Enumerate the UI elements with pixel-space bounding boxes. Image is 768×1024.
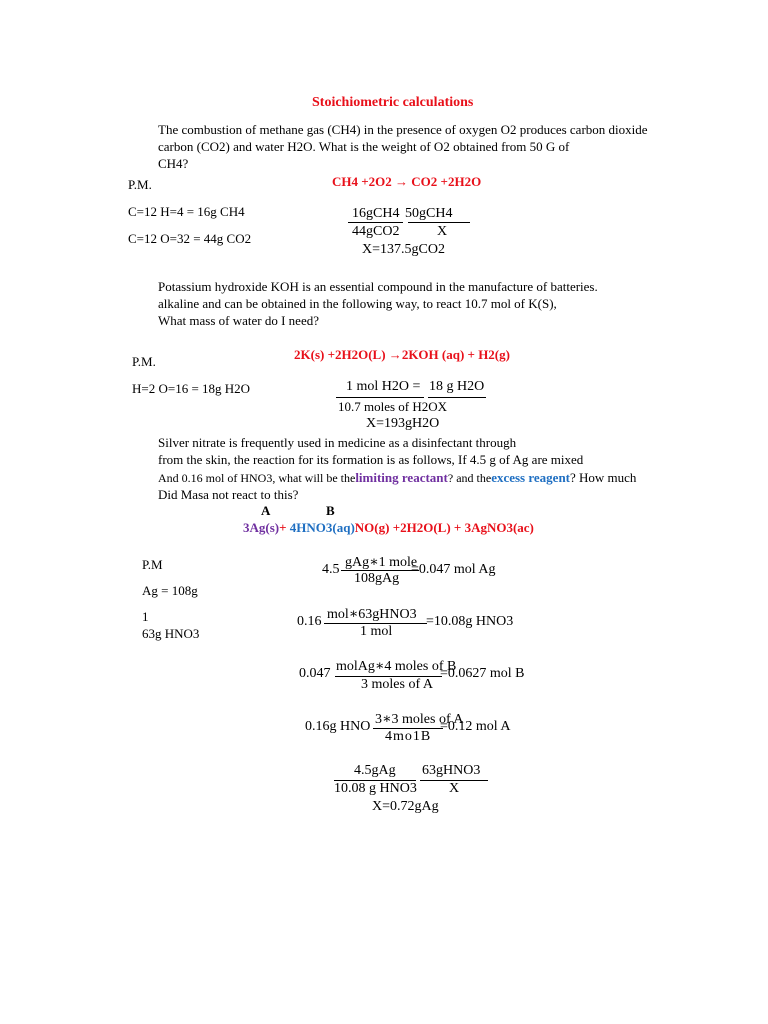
calc-numerator: 4.5gAg	[354, 763, 396, 778]
calc-numerator: gAg∗1 mole	[345, 555, 418, 570]
problem2-line: alkaline and can be obtained in the following way, to react 10.7 mol of K(S),	[158, 296, 557, 311]
molar-mass-line: C=12 H=4 = 16g CH4	[128, 204, 245, 219]
label-b: B	[326, 503, 335, 518]
excess-reagent-term: excess reagent	[491, 470, 570, 485]
molar-mass-line: 63g HNO3	[142, 626, 200, 641]
calc-denominator: 44gCO2	[352, 224, 400, 239]
calc-denominator: 1 mol	[360, 624, 393, 639]
fraction-bar	[336, 397, 424, 398]
calc-numerator: 18 g H2O	[429, 379, 485, 394]
equation-agno3: 3Ag(s)+ 4HNO3(aq)NO(g) +2H2O(L) + 3AgNO3(ac)	[243, 520, 534, 535]
calc-numerator: molAg∗4 moles of B	[336, 659, 457, 674]
problem2-line: What mass of water do I need?	[158, 313, 319, 328]
calc-prefix: 0.16	[297, 614, 322, 629]
calc-numerator: 1 mol H2O =	[346, 379, 421, 394]
calc-numerator: 3∗3 moles of A	[375, 712, 464, 727]
problem3-line: Did Masa not react to this?	[158, 487, 299, 502]
calc-result: =10.08g HNO3	[426, 614, 514, 629]
molar-mass-line: Ag = 108g	[142, 583, 198, 598]
problem1-line: The combustion of methane gas (CH4) in the presence of oxygen O2 produces carbon dioxide	[158, 122, 648, 137]
calc-result: =0.047 mol Ag	[411, 562, 496, 577]
calc-numerator: 50gCH4	[405, 206, 453, 221]
pm-label: P.M	[142, 557, 163, 572]
equation-koh: 2K(s) +2H2O(L) →2KOH (aq) + H2(g)	[294, 347, 510, 362]
calc-prefix: 4.5	[322, 562, 340, 577]
molar-mass-line: C=12 O=32 = 44g CO2	[128, 231, 252, 246]
problem2-line: Potassium hydroxide KOH is an essential compound in the manufacture of batteries.	[158, 279, 598, 294]
calc-denominator: X	[437, 224, 448, 239]
calc-denominator: X	[449, 781, 460, 796]
limiting-reactant-term: limiting reactant	[355, 470, 448, 485]
pm-label: P.M.	[132, 354, 156, 369]
calc-result: X=0.72gAg	[372, 799, 439, 814]
equation-ch4: CH4 +2O2 → CO2 +2H2O	[332, 174, 482, 189]
label-a: A	[261, 503, 271, 518]
calc-denominator: 3 moles of A	[361, 677, 433, 692]
calc-denominator: 108gAg	[354, 571, 400, 586]
calc-result: =0.12 mol A	[440, 719, 511, 734]
calc-prefix: 0.16g HNO	[305, 719, 371, 734]
calc-result: X=193gH2O	[366, 416, 440, 431]
molar-mass-line: H=2 O=16 = 18g H2O	[132, 381, 251, 396]
problem3-line: from the skin, the reaction for its formation is as follows, If 4.5 g of Ag are mixed	[158, 452, 584, 467]
problem1-line: CH4?	[158, 156, 189, 171]
calc-denominator: 10.08 g HNO3	[334, 781, 417, 796]
calc-numerator: mol∗63gHNO3	[327, 607, 417, 622]
calc-result: X=137.5gCO2	[362, 242, 445, 257]
fraction-bar	[428, 397, 486, 398]
calc-prefix: 0.047	[299, 666, 331, 681]
page-title: Stoichiometric calculations	[312, 95, 474, 110]
pm-label: P.M.	[128, 177, 152, 192]
molar-mass-line: 1	[142, 609, 149, 624]
fraction-bar	[348, 222, 403, 223]
problem1-line: carbon (CO2) and water H2O. What is the weight of O2 obtained from 50 G of	[158, 139, 570, 154]
calc-numerator: 16gCH4	[352, 206, 400, 221]
problem3-line: Silver nitrate is frequently used in medicine as a disinfectant through	[158, 435, 517, 450]
calc-denominator: 4mo1B	[385, 729, 432, 744]
calc-result: =0.0627 mol B	[440, 666, 525, 681]
fraction-bar	[408, 222, 470, 223]
calc-numerator: 63gHNO3	[422, 763, 481, 778]
calc-denominator: 10.7 moles of H2OX	[338, 399, 448, 414]
problem3-question-line: And 0.16 mol of HNO3, what will be thelimiting reactant? and theexcess reagent? How much	[158, 470, 637, 485]
